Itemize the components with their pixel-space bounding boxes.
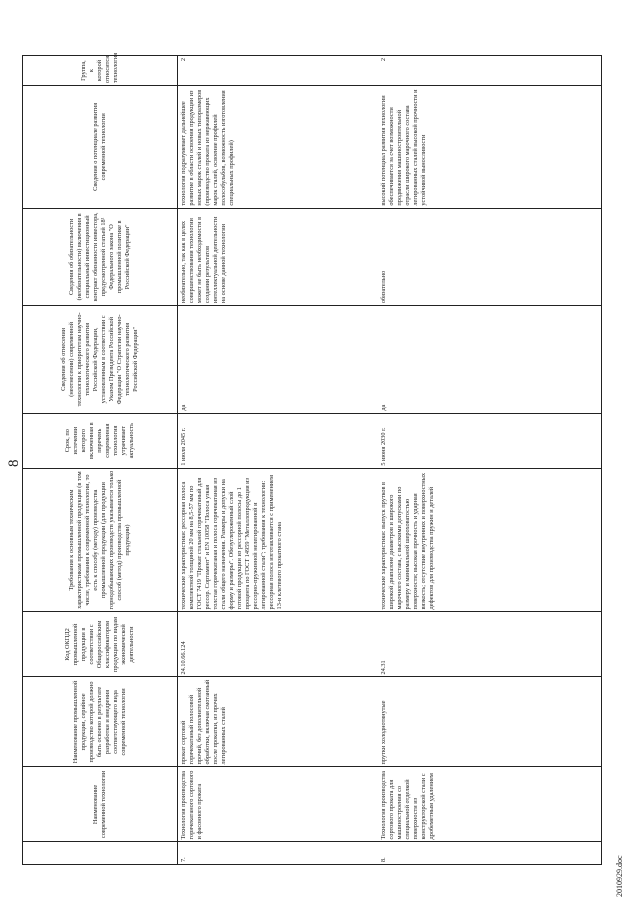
row-requirements: технические характеристики: рессорная полоса комплектной толщиной 20 мм на 8,5-57 мм по ГОСТ 7419 "Прокат стальной горячекатаный для рессор. Сортамент" и EN 10058 "Полоса узкая толстая горячекатаная и полоса горячекатаная из стали общего назначения. Размеры и допуски на форму и размеры". Обезуглероженный слой готовой продукции из рессорной полосы до 1 процента по ГОСТ 14959 "Металлопродукция из рессорно-пружинной нелегированной и легированной стали"; требования к технологии: рессорная полоса изготавливается с применением 13-и клетевого прокатного стана [178, 468, 378, 612]
row-potential: высокий потенциал развития технологии обеспечивается за счет возможности продвижения машиностроительной отрасли широкого марочного состава легированных сталей высокой прочности и устойчивой выносливости [378, 86, 602, 209]
row-priority: да [178, 306, 378, 414]
header-group: Группа, к которой относится технология [23, 56, 178, 86]
header-requirements: Требования к основным техническим характеристикам промышленной продукции (в том числе, требования к современной технологии, то есть к способу (методу) производства промышленной продукции (для продукции горнодобывающих производств указывается только способ (метод) производства промышленной продукции) [23, 468, 178, 612]
technology-table [22, 52, 602, 865]
header-num [23, 842, 178, 865]
header-product-name: Наименование промышленной продукции, серийное производство которой должно быть освоено в результате разработки и внедрения соответствующего вида современной технологии [23, 677, 178, 767]
row-term: 5 июня 2030 г. [378, 413, 602, 468]
header-potential: Сведения о потенциале развития современной технологии [23, 86, 178, 209]
row-obligation: обязательно [378, 208, 602, 306]
row-okpd-code: 24.10.66.124 [178, 612, 378, 677]
table-row [178, 56, 378, 865]
row-tech-name: Технология производства сортового проката для машиностроения со специальной отделкой поверхности из конструкторской стали с дробеметным удалением [378, 767, 602, 842]
row-group: 2 [378, 56, 602, 86]
row-product-name: прокат сортовой горячекатаный полосовой прочий, без дополнительной обработки, включая смотанный после прокатки, из прочих легированных сталей [178, 677, 378, 767]
row-okpd-code: 24.31 [378, 612, 602, 677]
row-number: 7. [178, 842, 378, 865]
header-okpd-code: Код ОКПД2 промышленной продукции в соответствии с Общероссийским классификатором продукции по видам экономической деятельности [23, 612, 178, 677]
row-requirements: технические характеристики: выпуск прутков в широкой диапазоне диаметров и широкого марочного состава, с высокими допусками по размеру и минимальной шероховатостью поверхности; высокая прочность и ударная вязкость; отсутствие внутренних и поверхностных дефектов для производства пружин и деталей [378, 468, 602, 612]
row-priority: да [378, 306, 602, 414]
header-priority: Сведения об отнесении (неотнесении) современной технологии к приоритетам научно-технологического развития Российской Федерации, установленным в соответствии с Указом Президента Российской Федерации "О Стратегии научно-технологического развития Российской Федерации" [23, 306, 178, 414]
page-number: 8 [6, 459, 22, 467]
row-tech-name: Технология производства горячекатаного сортового и фасонного проката [178, 767, 378, 842]
footer-filename: 2010929.doc [615, 855, 624, 897]
row-term: 1 июля 2045 г. [178, 413, 378, 468]
header-tech-name: Наименование современной технологии [23, 767, 178, 842]
row-number: 8. [378, 842, 602, 865]
table-row [378, 56, 602, 865]
row-obligation: необязательно, так как в целях совершенствования технологии может не быть необходимости в создании результатов интеллектуальной деятельности на основе данной технологии [178, 208, 378, 306]
table-header-row [23, 56, 178, 865]
row-product-name: прутки холоднотянутые [378, 677, 602, 767]
header-obligation: Сведения об обязательности (необязательности) включения в специальный инвестиционный контракт обязанности инвестора, предусмотренной статьей 18¹ Федерального закона "О промышленной политике в Российской Федерации" [23, 208, 178, 306]
row-potential: технология подразумевает дальнейшее развитие в области освоения продукции из новых марок сталей и новых типоразмеров (производство проката из нержавеющих марок сталей, освоение профилей полособульбов, возможность изготовления специальных профилей) [178, 86, 378, 209]
row-group: 2 [178, 56, 378, 86]
header-term: Срок, по истечении которого включенная в перечень современная технология утрачивает актуальность [23, 413, 178, 468]
